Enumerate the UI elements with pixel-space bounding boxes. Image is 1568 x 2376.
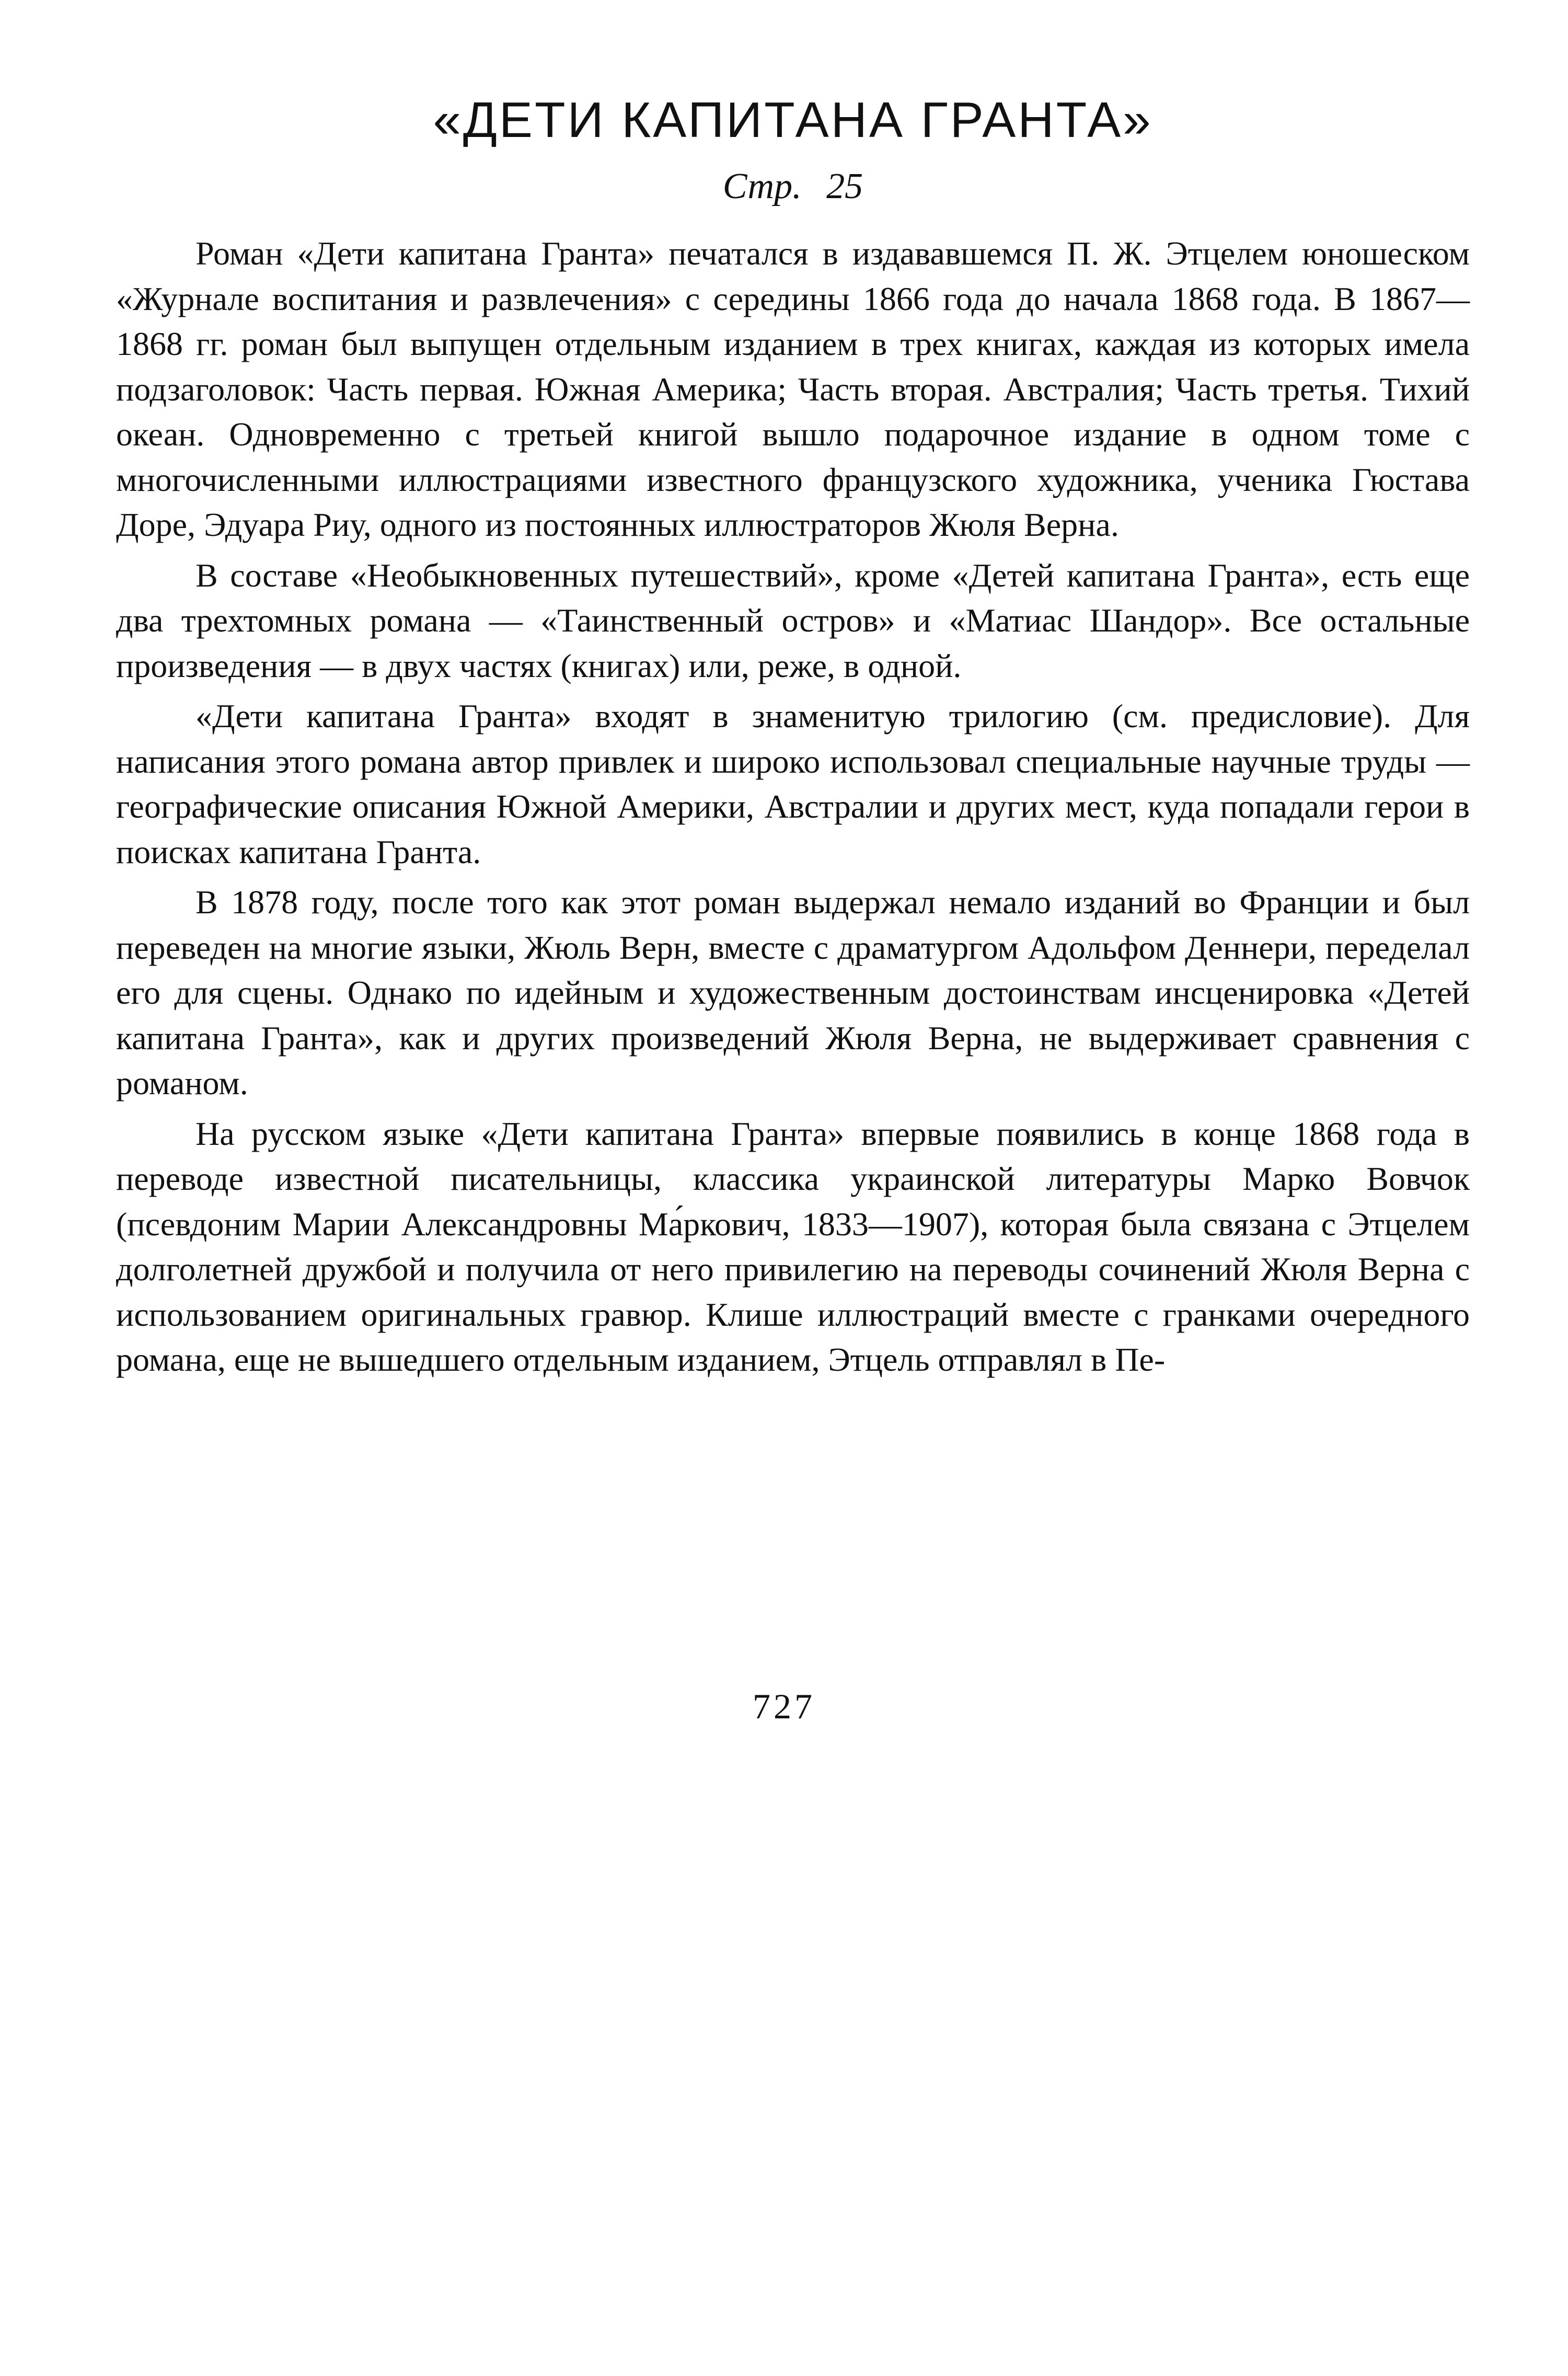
paragraph-3: «Дети капитана Гранта» входят в знаменитую трилогию (см. предисловие). Для написания этого романа автор привлек и широко использовал специальные научные труды — географические описания Южной Америки, Австралии и других мест, куда попадали герои в поисках капитана Гранта.	[116, 697, 1470, 870]
page-number: 727	[753, 1686, 815, 1726]
paragraph-4: В 1878 году, после того как этот роман выдержал немало изданий во Франции и был переведен на многие языки, Жюль Верн, вместе с драматургом Адольфом Деннери, переделал его для сцены. Однако по идейным и художественным достоинствам инсценировка «Детей капитана Гранта», как и других произведений Жюля Верна, не выдерживает сравнения с романом.	[116, 883, 1470, 1101]
paragraph-5: На русском языке «Дети капитана Гранта» впервые появились в конце 1868 года в переводе известной писательницы, классика украинской литературы Марко Вовчок (псевдоним Марии Александровны Ма́ркович, 1833—1907), которая была связана с Этцелем долголетней дружбой и получила от него привилегию на переводы сочинений Жюля Верна с использованием оригинальных гравюр. Клише иллюстраций вместе с гранками очередного романа, еще не вышедшего отдельным изданием, Этцель отправлял в Пе-	[116, 1115, 1470, 1378]
page-content	[116, 89, 1470, 1388]
paragraph-2: В составе «Необыкновенных путешествий», кроме «Детей капитана Гранта», есть еще два трехтомных романа — «Таинственный остров» и «Матиас Шандор». Все остальные произведения — в двух частях (книгах) или, реже, в одной.	[116, 556, 1470, 684]
paragraph-1: Роман «Дети капитана Гранта» печатался в издававшемся П. Ж. Этцелем юношеском «Журнале воспитания и развлечения» с середины 1866 года до начала 1868 года. В 1867—1868 гг. роман был выпущен отдельным изданием в трех книгах, каждая из которых имела подзаголовок: Часть первая. Южная Америка; Часть вторая. Австралия; Часть третья. Тихий океан. Одновременно с третьей книгой вышло подарочное издание в одном томе с многочисленными иллюстрациями известного французского художника, ученика Гюстава Доре, Эдуара Риу, одного из постоянных иллюстраторов Жюля Верна.	[116, 235, 1470, 543]
page-reference: Стр. 25	[722, 166, 863, 206]
page-title: «ДЕТИ КАПИТАНА ГРАНТА»	[433, 92, 1153, 148]
body-text	[116, 231, 1470, 1383]
